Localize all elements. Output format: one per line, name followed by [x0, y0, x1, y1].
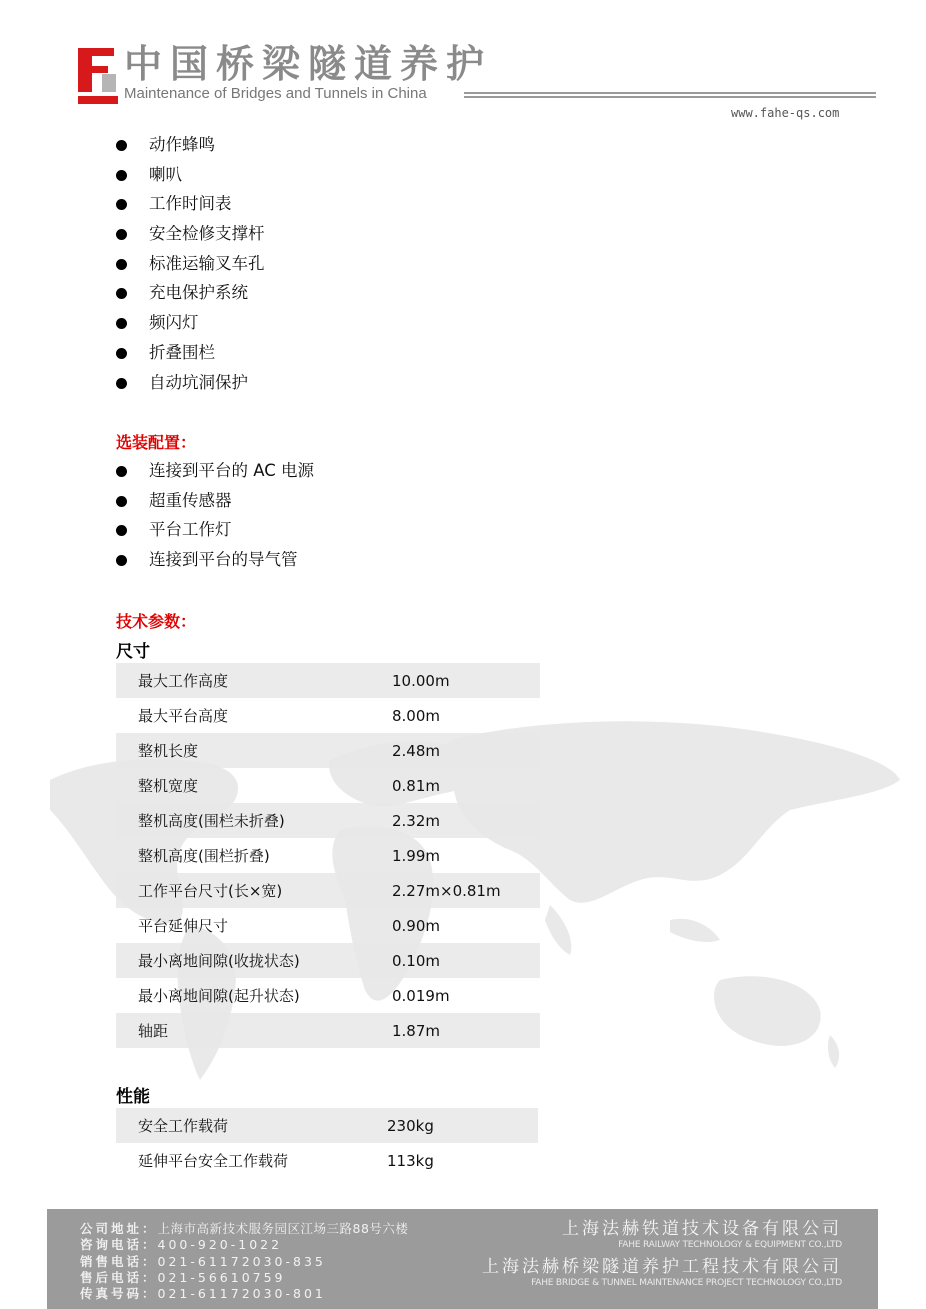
param-label: 延伸平台安全工作载荷	[138, 1152, 289, 1170]
param-value: 0.81m	[392, 776, 441, 795]
table-row	[116, 698, 540, 733]
standard-features-list	[116, 130, 265, 397]
param-value: 2.48m	[392, 733, 540, 768]
bullet-icon	[116, 259, 127, 270]
table-row	[116, 1108, 538, 1143]
contact-value: 021-61172030-801	[157, 1286, 326, 1302]
list-item	[116, 278, 265, 308]
list-item-text: 工作时间表	[149, 194, 232, 214]
table-row	[116, 768, 540, 803]
brand-title: 中国桥梁隧道养护	[124, 42, 493, 86]
list-item	[116, 308, 265, 338]
param-value: 0.90m	[392, 916, 441, 935]
list-item-text: 喇叭	[149, 164, 182, 184]
list-item	[116, 456, 314, 486]
param-label: 整机高度(围栏折叠)	[138, 847, 270, 865]
table-row	[116, 663, 540, 698]
param-value: 230kg	[387, 1108, 538, 1143]
bullet-icon	[116, 140, 127, 151]
param-label: 轴距	[116, 1013, 392, 1048]
param-label: 最小离地间隙(收拢状态)	[116, 943, 392, 978]
list-item-text: 自动坑洞保护	[149, 372, 248, 392]
table-row	[116, 803, 540, 838]
param-label: 平台延伸尺寸	[138, 917, 229, 935]
tech-params-heading: 技术参数：	[116, 612, 197, 631]
performance-heading: 性能	[116, 1087, 150, 1107]
param-value: 1.99m	[392, 846, 441, 865]
company-name-en: FAHE RAILWAY TECHNOLOGY & EQUIPMENT CO.,LTD	[618, 1240, 842, 1250]
dimensions-heading: 尺寸	[116, 642, 150, 662]
list-item-text: 折叠围栏	[149, 342, 215, 362]
contact-info	[80, 1221, 408, 1302]
list-item	[116, 219, 265, 249]
bullet-icon	[116, 525, 127, 536]
company-names	[482, 1219, 842, 1295]
table-row	[116, 838, 540, 873]
list-item	[116, 338, 265, 368]
param-value: 0.019m	[392, 986, 450, 1005]
param-value: 2.32m	[392, 803, 540, 838]
param-label: 整机长度	[116, 733, 392, 768]
footer	[47, 1209, 878, 1309]
header-rule	[464, 92, 876, 100]
param-value: 10.00m	[392, 663, 540, 698]
list-item	[116, 249, 265, 279]
list-item-text: 动作蜂鸣	[149, 135, 215, 154]
list-item-text: 标准运输叉车孔	[149, 253, 265, 273]
bullet-icon	[116, 496, 127, 507]
contact-row	[80, 1270, 408, 1286]
contact-value: 021-61172030-835	[157, 1253, 326, 1269]
contact-row	[80, 1286, 408, 1302]
param-label: 整机宽度	[138, 777, 199, 795]
bullet-icon	[116, 288, 127, 299]
list-item	[116, 486, 314, 516]
contact-value: 上海市高新技术服务园区江场三路88号六楼	[157, 1221, 409, 1236]
list-item-text: 充电保护系统	[149, 283, 248, 303]
bullet-icon	[116, 466, 127, 477]
company-name-cn: 上海法赫桥梁隧道养护工程技术有限公司	[482, 1257, 842, 1277]
param-value: 0.10m	[392, 943, 540, 978]
param-label: 整机高度(围栏未折叠)	[116, 803, 392, 838]
list-item	[116, 189, 265, 219]
list-item-text: 超重传感器	[149, 490, 232, 510]
brand-subtitle: Maintenance of Bridges and Tunnels in China	[124, 85, 427, 102]
list-item-text: 安全检修支撑杆	[149, 224, 265, 244]
company-name-cn: 上海法赫铁道技术设备有限公司	[562, 1219, 842, 1239]
fahe-logo-icon	[76, 44, 120, 106]
contact-label: 咨询电话：	[80, 1237, 158, 1253]
contact-value: 400-920-1022	[157, 1237, 283, 1253]
list-item	[116, 160, 265, 190]
param-label: 最大平台高度	[138, 707, 229, 725]
table-row	[116, 1013, 540, 1048]
website-url: www.fahe-qs.com	[731, 106, 840, 120]
contact-label: 传真号码：	[80, 1286, 158, 1302]
performance-table	[116, 1108, 538, 1178]
optional-config-heading: 选装配置：	[116, 433, 197, 452]
list-item-text: 连接到平台的导气管	[149, 550, 298, 570]
contact-row	[80, 1254, 408, 1270]
list-item	[116, 515, 314, 545]
table-row	[116, 873, 540, 908]
contact-row	[80, 1221, 408, 1237]
param-label: 最大工作高度	[116, 663, 392, 698]
bullet-icon	[116, 348, 127, 359]
bullet-icon	[116, 378, 127, 389]
list-item-text: 连接到平台的 AC 电源	[149, 461, 315, 480]
list-item-text: 频闪灯	[149, 313, 199, 333]
list-item	[116, 545, 314, 575]
contact-label: 销售电话：	[80, 1253, 158, 1269]
param-label: 安全工作载荷	[116, 1108, 387, 1143]
bullet-icon	[116, 199, 127, 210]
param-value: 2.27m×0.81m	[392, 873, 540, 908]
param-value: 1.87m	[392, 1013, 540, 1048]
param-label: 工作平台尺寸(长×宽)	[116, 873, 392, 908]
contact-value: 021-56610759	[157, 1269, 286, 1285]
contact-label: 公司地址：	[80, 1221, 158, 1236]
contact-row	[80, 1237, 408, 1253]
table-row	[116, 908, 540, 943]
bullet-icon	[116, 555, 127, 566]
dimensions-table	[116, 663, 540, 1048]
param-value: 113kg	[387, 1151, 434, 1170]
table-row	[116, 733, 540, 768]
bullet-icon	[116, 170, 127, 181]
company-name-en: FAHE BRIDGE & TUNNEL MAINTENANCE PROJECT TECHNOLOGY CO.,LTD	[531, 1278, 842, 1288]
bullet-icon	[116, 318, 127, 329]
table-row	[116, 1143, 538, 1178]
list-item	[116, 368, 265, 398]
optional-config-list	[116, 456, 314, 575]
list-item-text: 平台工作灯	[149, 520, 232, 540]
table-row	[116, 943, 540, 978]
table-row	[116, 978, 540, 1013]
bullet-icon	[116, 229, 127, 240]
list-item	[116, 130, 265, 160]
contact-label: 售后电话：	[80, 1269, 158, 1285]
param-value: 8.00m	[392, 706, 441, 725]
param-label: 最小离地间隙(起升状态)	[138, 987, 300, 1005]
